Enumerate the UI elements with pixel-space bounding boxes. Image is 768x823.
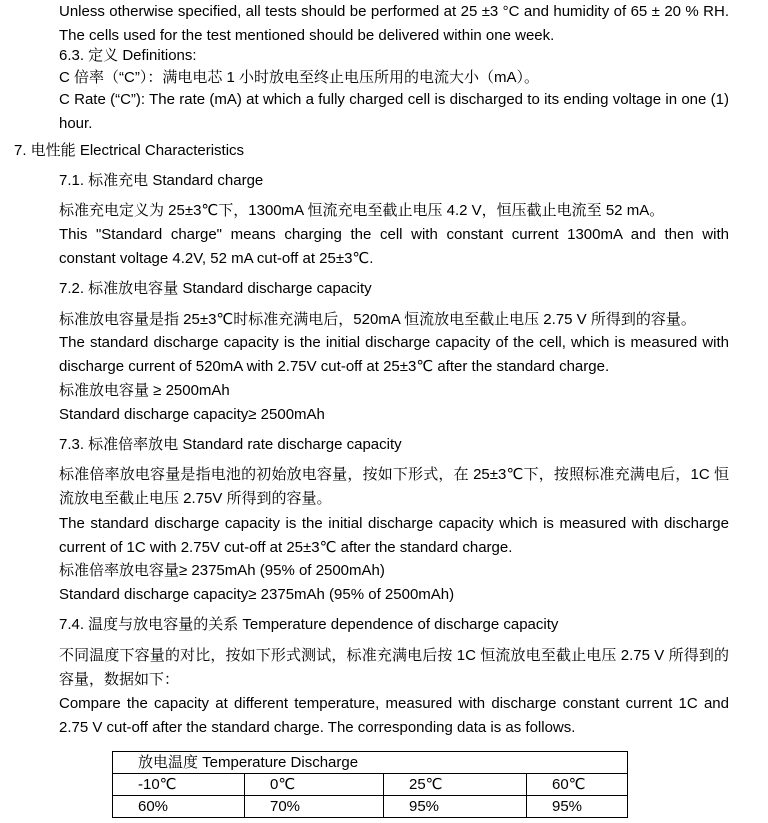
discharge-capacity-en: The standard discharge capacity is the initial discharge capacity of the cell, which is measured with discharge current of 520mA with 2.75V cut-off at 25±3℃ after the standard charge. xyxy=(59,334,729,375)
heading-7-4: 7.4. 温度与放电容量的关系 Temperature dependence of discharge capacity xyxy=(59,616,559,633)
heading-7-3: 7.3. 标准倍率放电 Standard rate discharge capacity xyxy=(59,436,402,453)
standard-charge-en: This "Standard charge" means charging the cell with constant current 1300mA and then with constant voltage 4.2V, 52 mA cut-off at 25±3℃. xyxy=(59,226,729,267)
paragraph-test-conditions: Unless otherwise specified, all tests should be performed at 25 ±3 °C and humidity of 65 ± 20 % RH. The cells used for the test mentioned should be delivered within one week. xyxy=(59,3,729,44)
definition-c-rate-en: C Rate (“C”): The rate (mA) at which a fully charged cell is discharged to its ending voltage in one (1) hour. xyxy=(59,91,729,132)
table-cell: 60℃ xyxy=(527,774,628,796)
table-cell: 70% xyxy=(245,796,384,818)
table-cell: 60% xyxy=(113,796,245,818)
definition-c-rate-cn: C 倍率（“C”）：满电电芯 1 小时放电至终止电压所用的电流大小（mA）。 xyxy=(59,69,540,86)
table-cell: 25℃ xyxy=(384,774,527,796)
table-header-cell: 放电温度 Temperature Discharge xyxy=(113,752,628,774)
discharge-capacity-min-cn: 标准放电容量 ≥ 2500mAh xyxy=(59,382,230,399)
heading-7-1: 7.1. 标准充电 Standard charge xyxy=(59,172,264,189)
heading-7: 7. 电性能 Electrical Characteristics xyxy=(14,142,245,159)
rate-discharge-en: The standard discharge capacity is the initial discharge capacity which is measured with discharge current of 1C with 2.75V cut-off at 25±3℃ after the standard charge. xyxy=(59,515,729,556)
table-row-capacity xyxy=(113,796,628,818)
discharge-capacity-cn: 标准放电容量是指 25±3℃时标准充满电后，520mA 恒流放电至截止电压 2.75 V 所得到的容量。 xyxy=(59,311,696,328)
rate-discharge-cn: 标准倍率放电容量是指电池的初始放电容量，按如下形式，在 25±3℃下，按照标准充满电后，1C 恒流放电至截止电压 2.75V 所得到的容量。 xyxy=(59,466,729,507)
rate-discharge-min-cn: 标准倍率放电容量≥ 2375mAh (95% of 2500mAh) xyxy=(59,562,385,579)
rate-discharge-min-en: Standard discharge capacity≥ 2375mAh (95% of 2500mAh) xyxy=(59,586,455,603)
heading-7-2: 7.2. 标准放电容量 Standard discharge capacity xyxy=(59,280,372,297)
table-cell: 95% xyxy=(384,796,527,818)
table-cell: 0℃ xyxy=(245,774,384,796)
heading-6-3: 6.3. 定义 Definitions: xyxy=(59,47,197,64)
table-cell: 95% xyxy=(527,796,628,818)
standard-charge-cn: 标准充电定义为 25±3℃下，1300mA 恒流充电至截止电压 4.2 V，恒压截止电流至 52 mA。 xyxy=(59,202,665,219)
table-row-temperature xyxy=(113,774,628,796)
table-header-row xyxy=(113,752,628,774)
temperature-test-cn: 不同温度下容量的对比，按如下形式测试，标准充满电后按 1C 恒流放电至截止电压 2.75 V 所得到的容量，数据如下： xyxy=(59,647,729,688)
temperature-test-en: Compare the capacity at different temperature, measured with discharge constant current 1C and 2.75 V cut-off after the standard charge. The corresponding data is as follows. xyxy=(59,695,729,736)
temperature-discharge-table xyxy=(112,751,628,818)
discharge-capacity-min-en: Standard discharge capacity≥ 2500mAh xyxy=(59,406,325,423)
table-cell: -10℃ xyxy=(113,774,245,796)
